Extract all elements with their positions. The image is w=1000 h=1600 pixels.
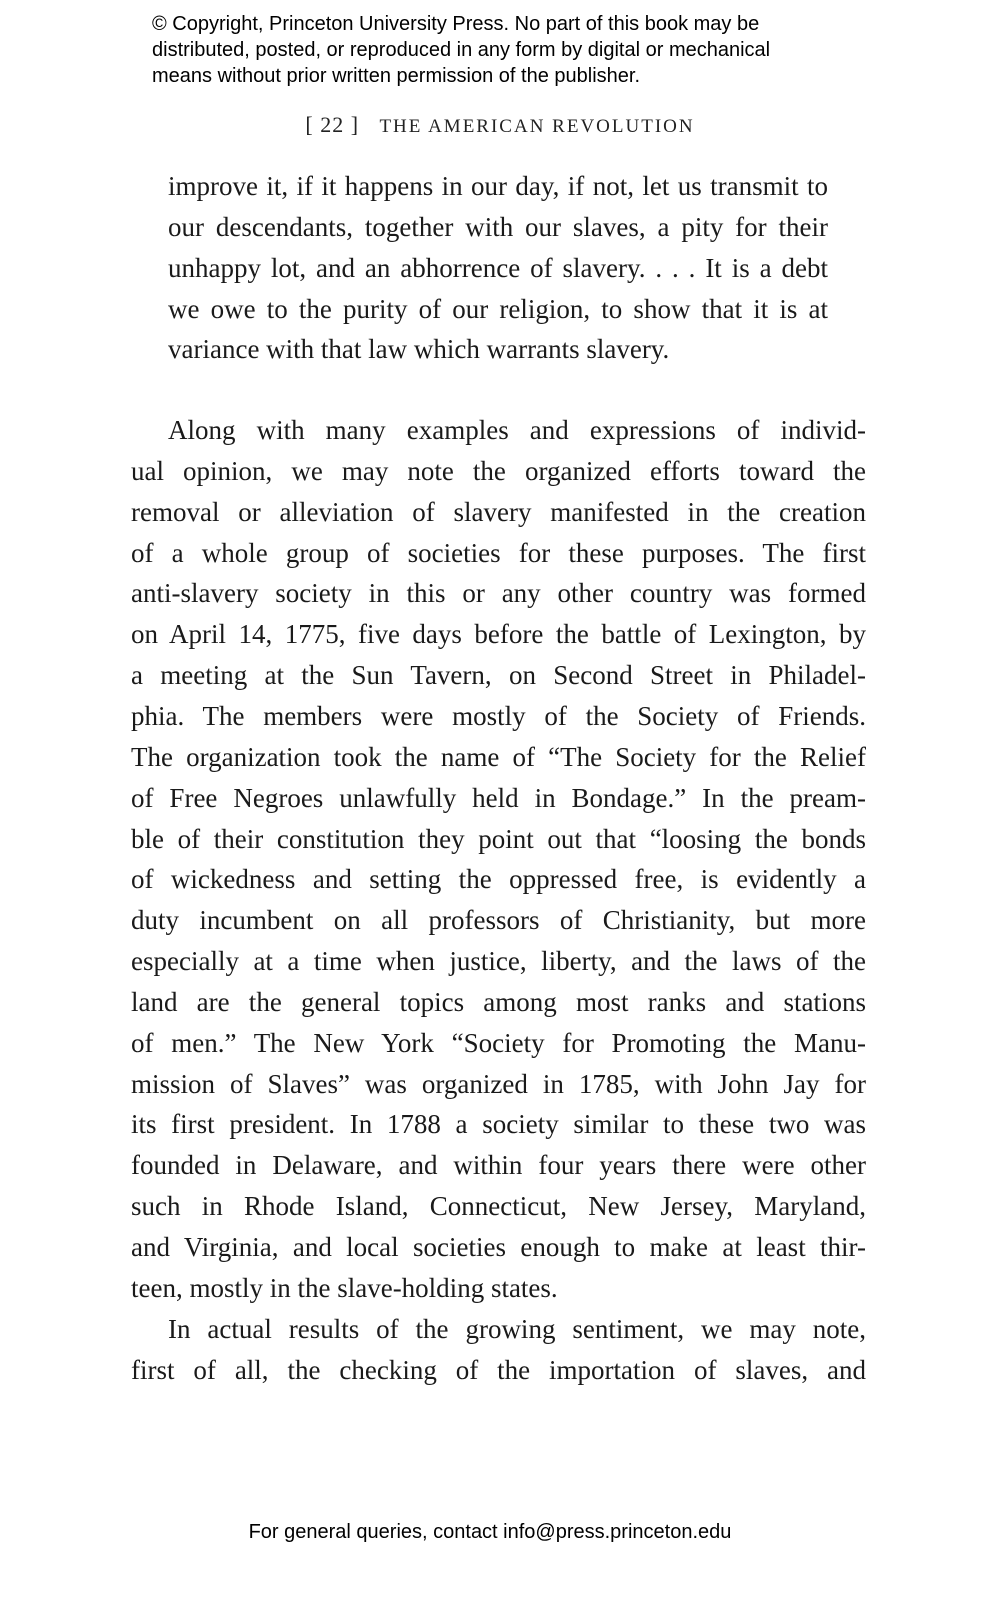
copyright-line: means without prior written permission of the publisher. xyxy=(152,65,641,87)
paragraph-line: a meeting at the Sun Tavern, on Second Street in Philadel- xyxy=(131,660,866,691)
paragraph-line: duty incumbent on all professors of Christianity, but more xyxy=(131,905,866,936)
running-head xyxy=(0,112,1000,138)
paragraph-line: of men.” The New York “Society for Promoting the Manu- xyxy=(131,1027,866,1058)
paragraph-line: phia. The members were mostly of the Society of Friends. xyxy=(131,700,866,731)
paragraph-line: anti-slavery society in this or any other country was formed xyxy=(131,578,866,609)
paragraph-line: founded in Delaware, and within four years there were other xyxy=(131,1150,866,1181)
paragraph-line: ual opinion, we may note the organized efforts toward the xyxy=(131,455,866,486)
block-quote-line: unhappy lot, and an abhorrence of slavery. . . . It is a debt xyxy=(168,252,828,283)
running-head-title: THE AMERICAN REVOLUTION xyxy=(379,116,695,137)
paragraph-line: mission of Slaves” was organized in 1785, with John Jay for xyxy=(131,1068,866,1099)
paragraph-line: such in Rhode Island, Connecticut, New Jersey, Maryland, xyxy=(131,1191,866,1222)
paragraph-line: on April 14, 1775, five days before the battle of Lexington, by xyxy=(131,619,866,650)
paragraph-line: removal or alleviation of slavery manifested in the creation xyxy=(131,496,866,527)
paragraph-line: The organization took the name of “The Society for the Relief xyxy=(131,741,866,772)
copyright-line: © Copyright, Princeton University Press. No part of this book may be xyxy=(152,13,760,35)
page-number: [ 22 ] xyxy=(305,112,360,137)
copyright-notice xyxy=(152,11,872,89)
copyright-line: distributed, posted, or reproduced in any form by digital or mechanical xyxy=(152,39,771,61)
block-quote-line: our descendants, together with our slaves, a pity for their xyxy=(168,211,828,242)
paragraph-line: In actual results of the growing sentiment, we may note, xyxy=(168,1313,866,1344)
block-quote-line: we owe to the purity of our religion, to show that it is at xyxy=(168,293,828,324)
block-quote-line: variance with that law which warrants slavery. xyxy=(168,334,670,365)
paragraph-line: teen, mostly in the slave-holding states. xyxy=(131,1272,558,1303)
paragraph-line: first of all, the checking of the importation of slaves, and xyxy=(131,1354,866,1385)
paragraph-line: of wickedness and setting the oppressed free, is evidently a xyxy=(131,864,866,895)
block-quote-line: improve it, if it happens in our day, if not, let us transmit to xyxy=(168,171,828,201)
paragraph-line: especially at a time when justice, liberty, and the laws of the xyxy=(131,946,866,977)
paragraph-line: of a whole group of societies for these purposes. The first xyxy=(131,537,866,568)
paragraph-line: land are the general topics among most ranks and stations xyxy=(131,986,866,1017)
paragraph-line: its first president. In 1788 a society similar to these two was xyxy=(131,1109,866,1140)
paragraph-line: ble of their constitution they point out that “loosing the bonds xyxy=(131,823,866,854)
paragraph-line: and Virginia, and local societies enough to make at least thir- xyxy=(131,1232,866,1262)
paragraph-line: of Free Negroes unlawfully held in Bondage.” In the pream- xyxy=(131,782,866,813)
paragraph-line: Along with many examples and expressions of individ- xyxy=(168,415,866,445)
footer-contact: For general queries, contact info@press.princeton.edu xyxy=(248,1521,732,1543)
